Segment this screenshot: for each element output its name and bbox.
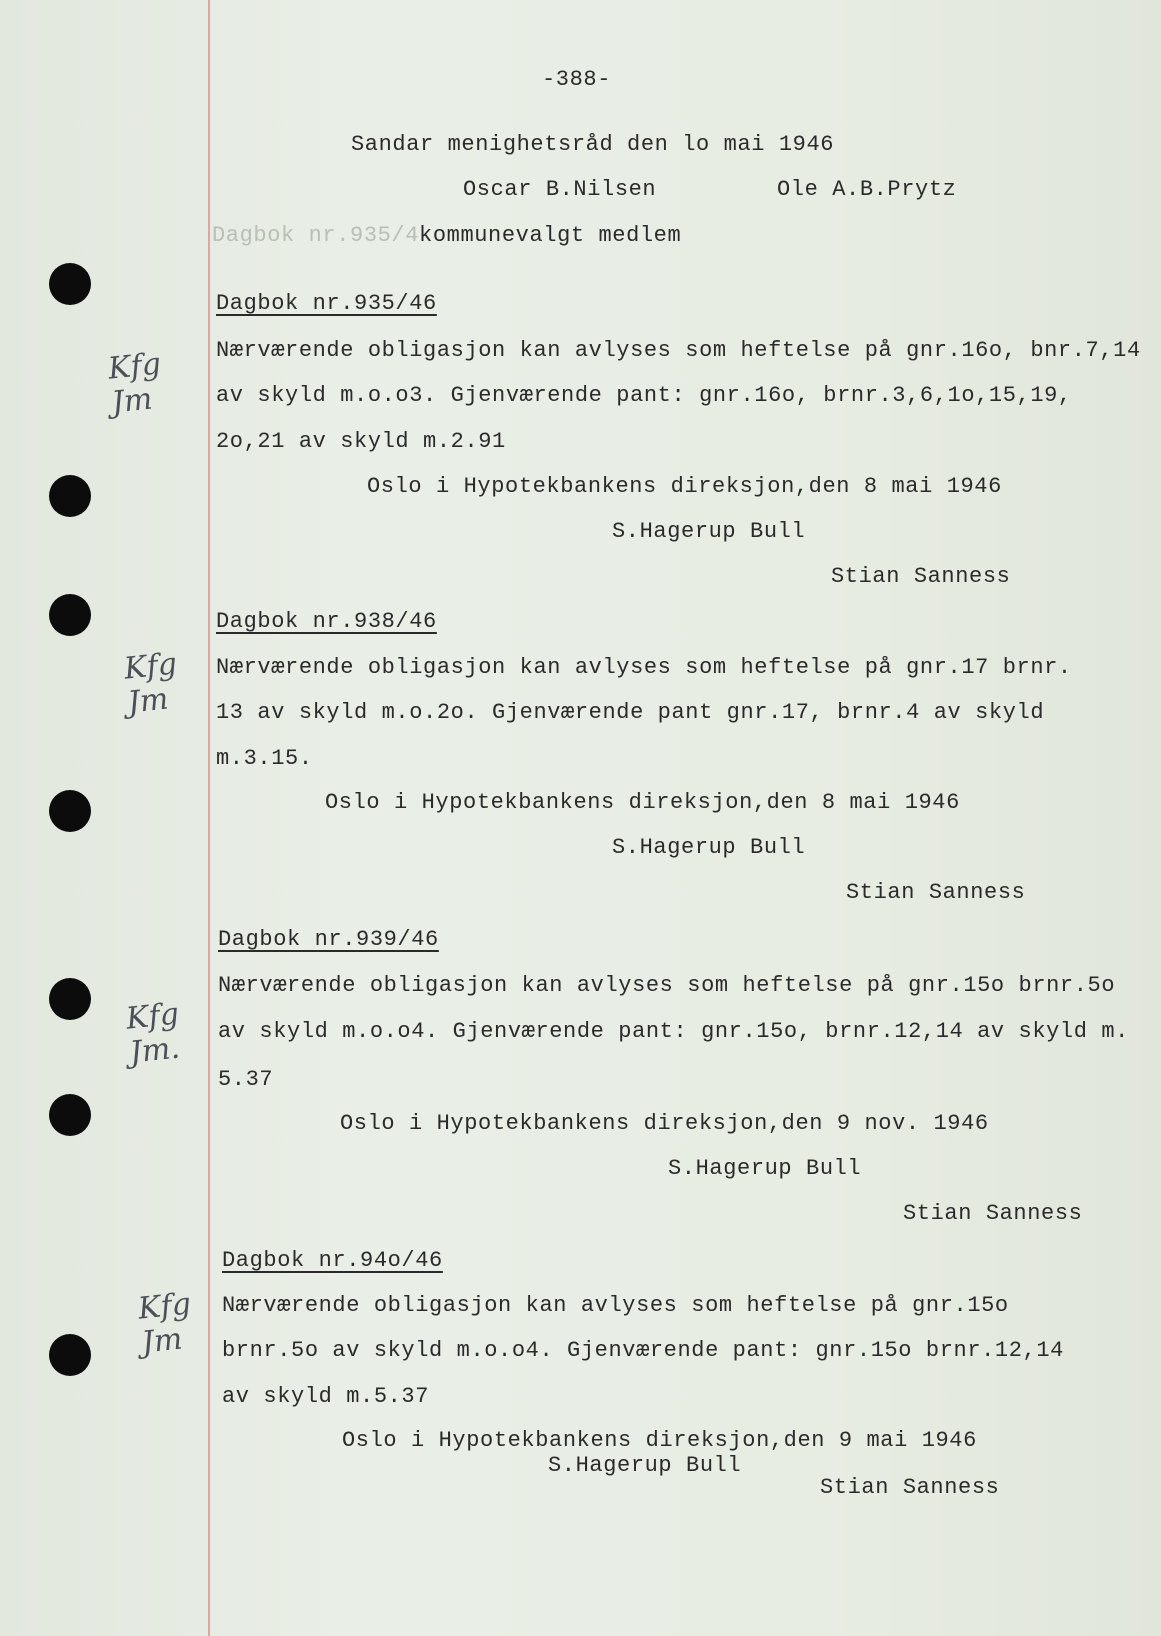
preamble-line: Sandar menighetsråd den lo mai 1946 [351, 132, 835, 157]
entry-text-line: 2o,21 av skyld m.2.91 [216, 429, 506, 454]
preamble-signer-left: Oscar B.Nilsen [463, 177, 657, 202]
handwritten-initials: Kfg Jm. [124, 996, 182, 1071]
handwritten-initials: Kfg Jm [106, 346, 163, 421]
entry-place-date: Oslo i Hypotekbankens direksjon,den 9 mai 1946 [342, 1428, 977, 1453]
entry-text-line: av skyld m.5.37 [222, 1384, 430, 1409]
punch-hole [49, 594, 91, 636]
entry-text-line: m.3.15. [216, 746, 313, 771]
punch-hole [49, 790, 91, 832]
punch-hole [49, 263, 91, 305]
preamble-text: kommunevalgt medlem [419, 223, 682, 248]
punch-hole [49, 475, 91, 517]
entry-text-line: 5.37 [218, 1067, 274, 1092]
entry-text-line: av skyld m.o.o4. Gjenværende pant: gnr.15o, brnr.12,14 av skyld m. [218, 1019, 1129, 1044]
handwritten-initials: Kfg Jm [136, 1286, 193, 1361]
entry-signer: Stian Sanness [846, 880, 1026, 905]
entry-text-line: brnr.5o av skyld m.o.o4. Gjenværende pant: gnr.15o brnr.12,14 [222, 1338, 1064, 1363]
page-number: -388- [542, 67, 612, 92]
entry-heading: Dagbok nr.94o/46 [222, 1248, 443, 1273]
handwritten-initials: Kfg Jm [122, 646, 179, 721]
entry-text-line: Nærværende obligasjon kan avlyses som heftelse på gnr.16o, bnr.7,14 [216, 338, 1141, 363]
entry-signer: Stian Sanness [903, 1201, 1083, 1226]
preamble-signer-right: Ole A.B.Prytz [777, 177, 957, 202]
faint-show-through-text: Dagbok nr.935/4 [212, 223, 420, 248]
entry-text-line: Nærværende obligasjon kan avlyses som heftelse på gnr.17 brnr. [216, 655, 1072, 680]
entry-signer: S.Hagerup Bull [612, 519, 806, 544]
entry-signer: S.Hagerup Bull [612, 835, 806, 860]
entry-heading: Dagbok nr.935/46 [216, 291, 437, 316]
margin-rule [208, 0, 210, 1636]
entry-place-date: Oslo i Hypotekbankens direksjon,den 8 mai 1946 [325, 790, 960, 815]
punch-hole [49, 978, 91, 1020]
entry-text-line: Nærværende obligasjon kan avlyses som heftelse på gnr.15o brnr.5o [218, 973, 1116, 998]
entry-place-date: Oslo i Hypotekbankens direksjon,den 8 mai 1946 [367, 474, 1002, 499]
entry-place-date: Oslo i Hypotekbankens direksjon,den 9 nov. 1946 [340, 1111, 989, 1136]
entry-text-line: 13 av skyld m.o.2o. Gjenværende pant gnr.17, brnr.4 av skyld [216, 700, 1045, 725]
preamble-line [212, 223, 681, 249]
entry-heading: Dagbok nr.938/46 [216, 609, 437, 634]
punch-hole [49, 1094, 91, 1136]
entry-signer: Stian Sanness [820, 1475, 1000, 1500]
punch-hole [49, 1334, 91, 1376]
entry-text-line: av skyld m.o.o3. Gjenværende pant: gnr.16o, brnr.3,6,1o,15,19, [216, 383, 1072, 408]
entry-signer: S.Hagerup Bull [668, 1156, 862, 1181]
entry-signer: Stian Sanness [831, 564, 1011, 589]
entry-heading: Dagbok nr.939/46 [218, 927, 439, 952]
entry-signer: S.Hagerup Bull [548, 1453, 742, 1478]
entry-text-line: Nærværende obligasjon kan avlyses som heftelse på gnr.15o [222, 1293, 1009, 1318]
